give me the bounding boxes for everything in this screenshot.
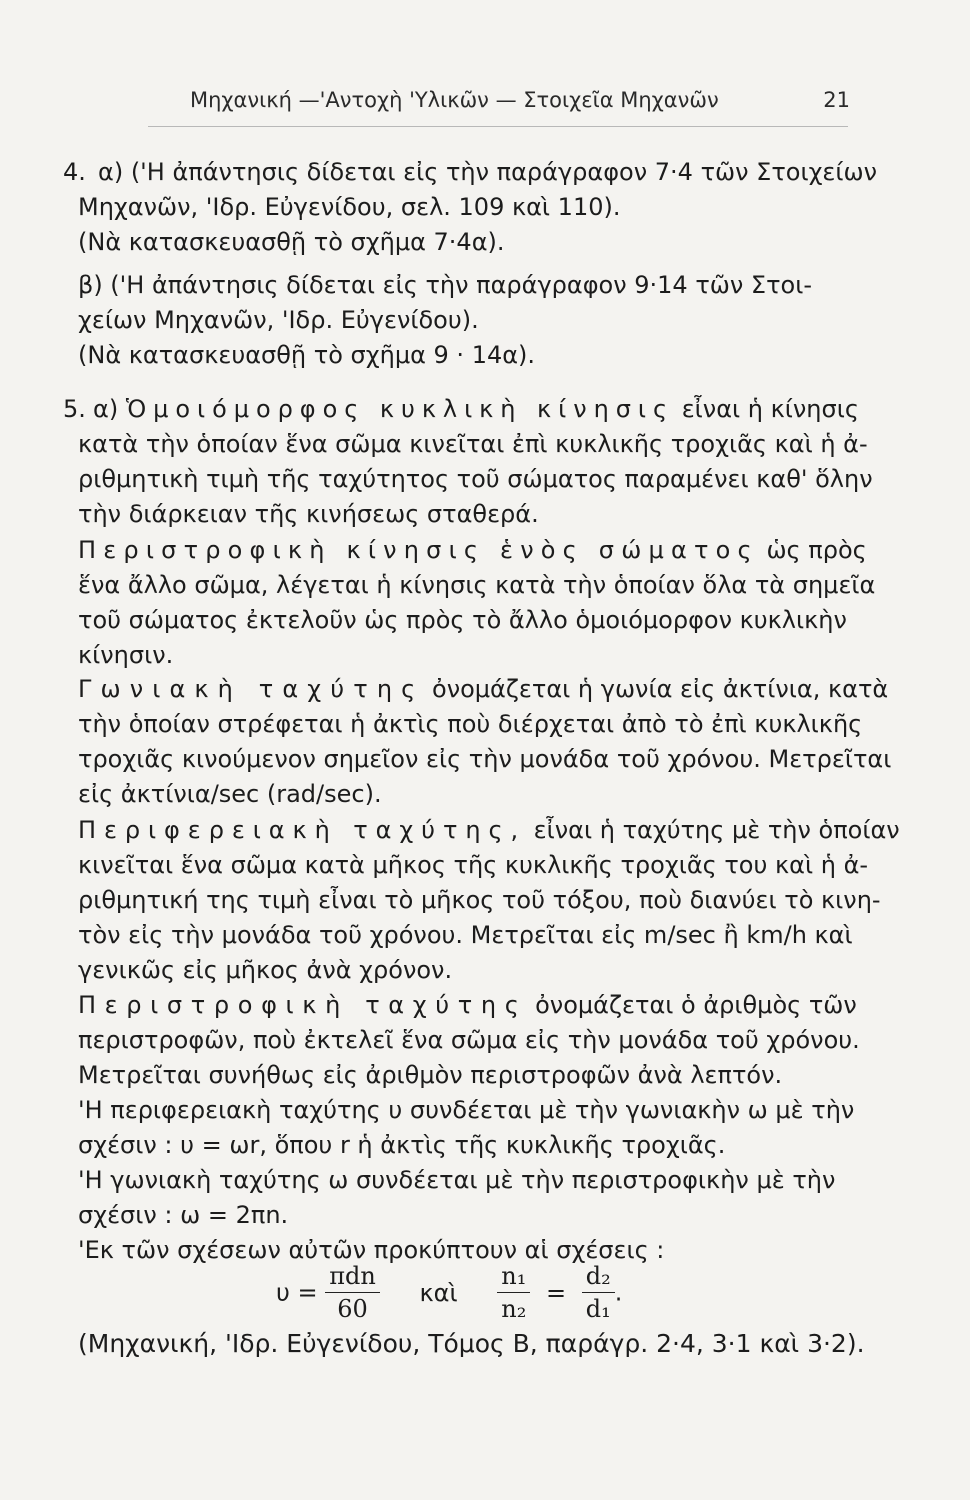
paragraph-first-line [93,392,859,426]
formula-block [276,1262,622,1323]
defined-term: Περιστροφικὴ κίνησις ἑνὸς σώματος [78,536,759,564]
text-line: (Νὰ κατασκευασθῇ τὸ σχῆμα 7·4α). [78,228,505,256]
paragraph-first-line [78,813,900,847]
formula-lhs: υ = [276,1278,318,1307]
page-number: 21 [823,88,850,112]
text-line: κινεῖται ἕνα σῶμα κατὰ μῆκος τῆς κυκλικῆς τροχιᾶς του καὶ ἡ ἀ- [78,851,869,879]
section-number: 5. [63,395,86,423]
paragraph-first-line [78,672,888,706]
text-fragment: εἶναι ἡ κίνησις [674,395,859,423]
text-line: Μετρεῖται συνήθως εἰς ἀριθμὸν περιστροφῶν ἀνὰ λεπτόν. [78,1061,783,1089]
text-fragment: ὡς πρὸς [758,536,867,564]
fraction [582,1262,615,1323]
text-line: τὴν διάρκειαν τῆς κινήσεως σταθερά. [78,500,539,528]
fraction [497,1262,530,1323]
text-line: εἰς ἀκτίνια/sec (rad/sec). [78,780,382,808]
text-line: Μηχανῶν, 'Ιδρ. Εὐγενίδου, σελ. 109 καὶ 110). [78,193,621,221]
defined-term: Γωνιακὴ ταχύτης [78,675,425,703]
text-line: τοῦ σώματος ἐκτελοῦν ὡς πρὸς τὸ ἄλλο ὁμοιόμορφον κυκλικὴν [78,606,847,634]
text-fragment: εἶναι ἡ ταχύτης μὲ τὴν ὁποίαν [526,816,900,844]
fraction [325,1262,380,1323]
text-line: κατὰ τὴν ὁποίαν ἕνα σῶμα κινεῖται ἐπὶ κυκλικῆς τροχιᾶς καὶ ἡ ἀ- [78,430,868,458]
header-divider [148,126,848,127]
text-line: τὸν εἰς τὴν μονάδα τοῦ χρόνου. Μετρεῖται εἰς m/sec ἢ km/h καὶ [78,921,853,949]
paragraph-first-line [78,988,857,1022]
text-line: α) ('Η ἀπάντησις δίδεται εἰς τὴν παράγραφον 7·4 τῶν Στοιχείων [98,158,878,186]
text-line: ριθμητική της τιμὴ εἶναι τὸ μῆκος τοῦ τόξου, ποὺ διανύει τὸ κινη- [78,886,881,914]
running-header [190,88,850,122]
text-line: β) ('Η ἀπάντησις δίδεται εἰς τὴν παράγραφον 9·14 τῶν Στοι- [78,271,812,299]
fraction-denominator: 60 [337,1295,368,1323]
reference-line: (Μηχανική, 'Ιδρ. Εὐγενίδου, Τόμος Β, παράγρ. 2·4, 3·1 καὶ 3·2). [78,1329,865,1358]
text-line: 'Εκ τῶν σχέσεων αὐτῶν προκύπτουν αἱ σχέσεις : [78,1236,665,1264]
text-line: γενικῶς εἰς μῆκος ἀνὰ χρόνον. [78,956,453,984]
formula-end: . [614,1278,623,1307]
defined-term: Περιστροφικὴ ταχύτης [78,991,528,1019]
text-line: τροχιᾶς κινούμενον σημεῖον εἰς τὴν μονάδα τοῦ χρόνου. Μετρεῖται [78,745,892,773]
text-line: τὴν ὁποίαν στρέφεται ἡ ἀκτὶς ποὺ διέρχεται ἀπὸ τὸ ἐπὶ κυκλικῆς [78,710,863,738]
fraction-numerator: d₂ [582,1262,615,1293]
fraction-numerator: πdn [325,1262,380,1293]
text-fragment: ὀνομάζεται ὁ ἀριθμὸς τῶν [527,991,857,1019]
fraction-numerator: n₁ [497,1262,530,1293]
fraction-denominator: n₂ [501,1295,527,1323]
text-line: σχέσιν : υ = ωr, ὅπου r ἡ ἀκτὶς τῆς κυκλικῆς τροχιᾶς. [78,1131,726,1159]
text-line: κίνησιν. [78,641,174,669]
text-line: 'Η γωνιακὴ ταχύτης ω συνδέεται μὲ τὴν περιστροφικὴν μὲ τὴν [78,1166,836,1194]
text-line: χείων Μηχανῶν, 'Ιδρ. Εὐγενίδου). [78,306,479,334]
header-title: Μηχανική —'Αντοχὴ 'Υλικῶν — Στοιχεῖα Μηχανῶν [190,88,719,112]
defined-term: Ὁμοιόμορφος κυκλικὴ κίνησις [125,395,675,423]
paragraph-first-line [78,533,867,567]
text-line: (Νὰ κατασκευασθῇ τὸ σχῆμα 9 · 14α). [78,341,536,369]
text-line: σχέσιν : ω = 2πn. [78,1201,289,1229]
text-line: ἕνα ἄλλο σῶμα, λέγεται ἡ κίνησις κατὰ τὴν ὁποίαν ὅλα τὰ σημεῖα [78,571,876,599]
text-line: ριθμητικὴ τιμὴ τῆς ταχύτητος τοῦ σώματος παραμένει καθ' ὅλην [78,465,873,493]
text-fragment: ὀνομάζεται ἡ γωνία εἰς ἀκτίνια, κατὰ [424,675,889,703]
item-label: α) [93,395,126,423]
defined-term: Περιφερειακὴ ταχύτης, [78,816,527,844]
text-line: περιστροφῶν, ποὺ ἐκτελεῖ ἕνα σῶμα εἰς τὴν μονάδα τοῦ χρόνου. [78,1026,860,1054]
section-number: 4. [63,158,86,186]
text-line: 'Η περιφερειακὴ ταχύτης υ συνδέεται μὲ τὴν γωνιακὴν ω μὲ τὴν [78,1096,855,1124]
fraction-denominator: d₁ [585,1295,611,1323]
formula-equals: = [545,1278,567,1307]
formula-conjunction: καὶ [419,1278,458,1307]
